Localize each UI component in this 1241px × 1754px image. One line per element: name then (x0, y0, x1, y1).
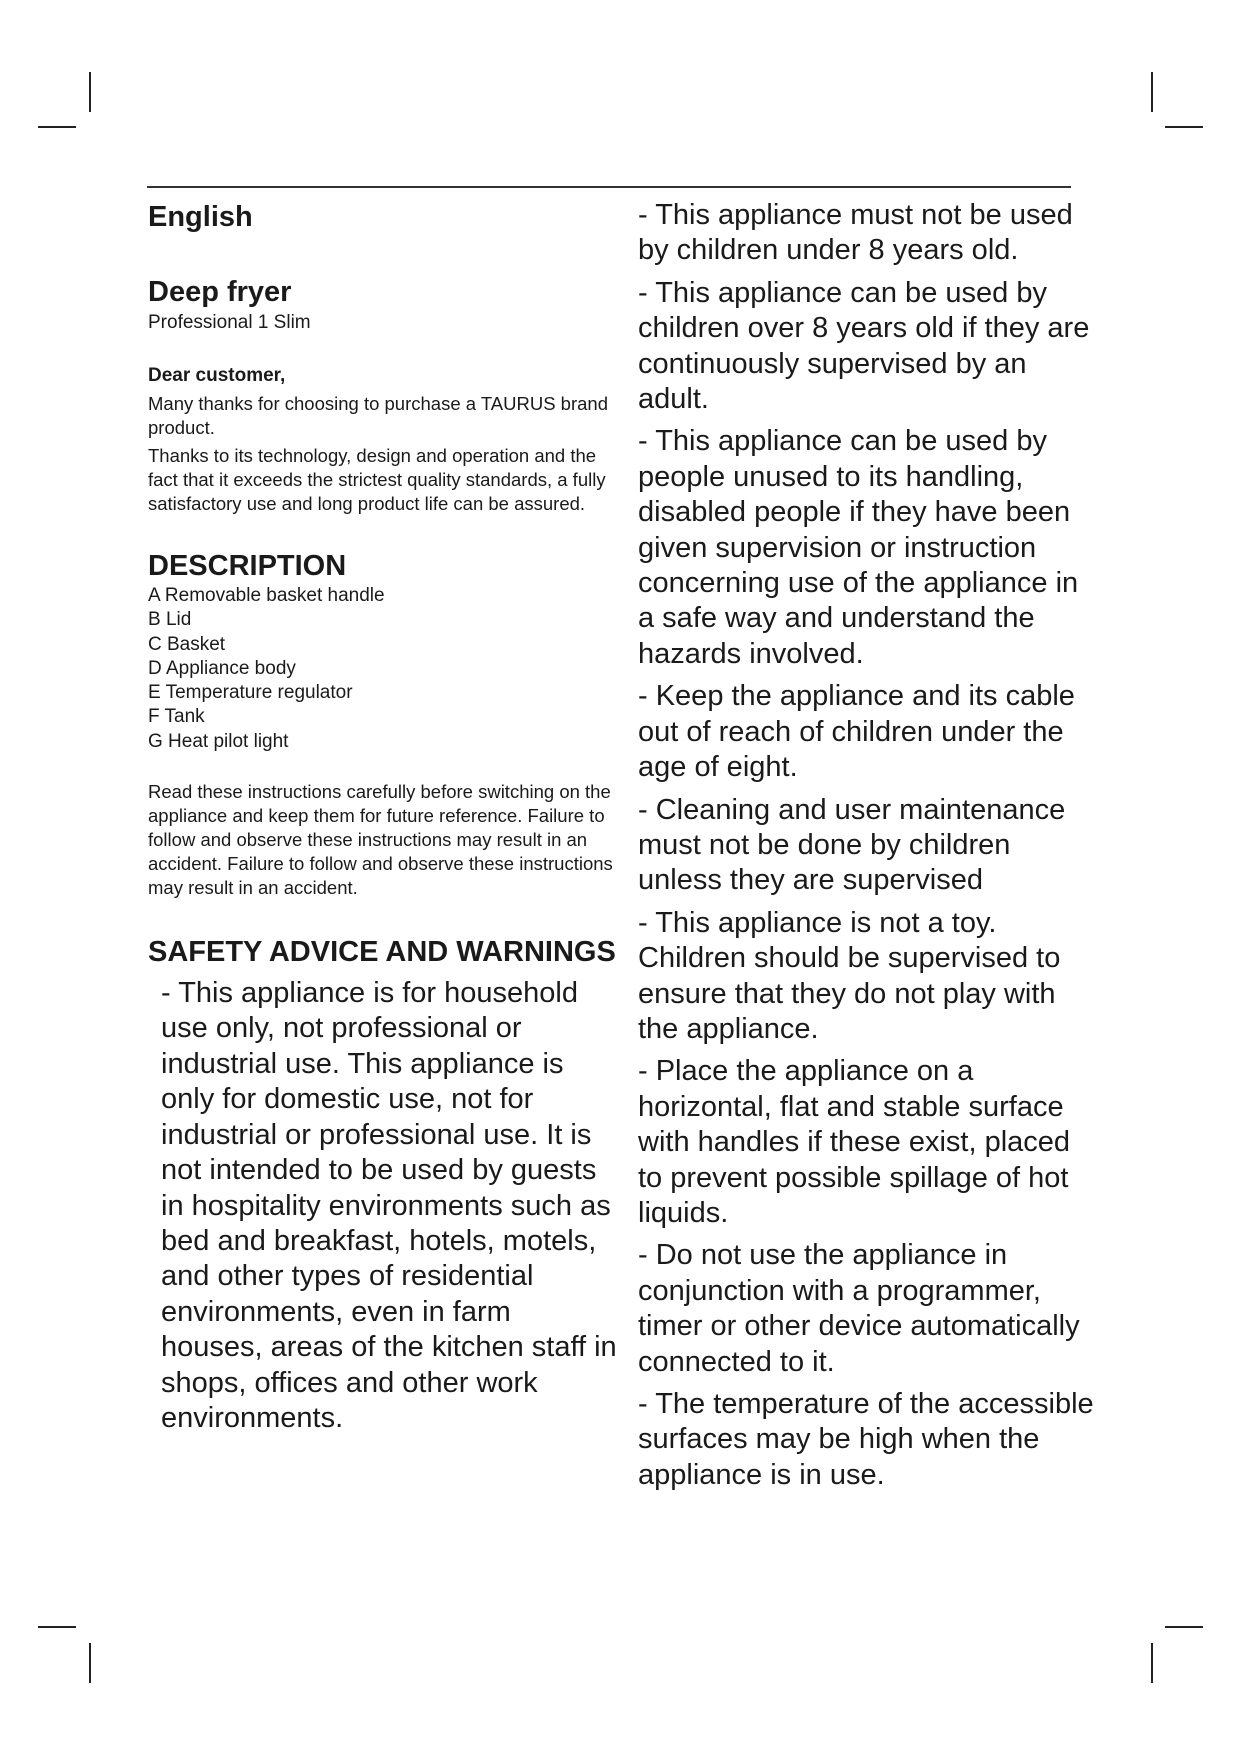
header-rule (147, 186, 1071, 188)
safety-warning: - This appliance is not a toy. Children should be supervised to ensure that they do not play with the appliance. (638, 906, 1061, 1045)
product-title: Deep fryer (148, 276, 292, 308)
crop-mark-bottom-left-vertical (89, 1643, 91, 1683)
right-column (638, 198, 1098, 1500)
crop-mark-top-left-horizontal (38, 126, 76, 128)
parts-list-item: D Appliance body (148, 657, 296, 679)
greeting: Dear customer, (148, 365, 286, 386)
safety-warning: - Keep the appliance and its cable out of reach of children under the age of eight. (638, 680, 1075, 784)
safety-warning: - This appliance must not be used by children under 8 years old. (638, 199, 1073, 267)
parts-list-item: A Removable basket handle (148, 585, 385, 606)
safety-warning: - Place the appliance on a horizontal, flat and stable surface with handles if these exist, placed to prevent possible spillage of hot liquids. (638, 1055, 1071, 1229)
language-heading: English (148, 201, 253, 233)
left-column (148, 198, 618, 1436)
crop-mark-bottom-left-horizontal (38, 1626, 76, 1628)
safety-warning: - The temperature of the accessible surfaces may be high when the appliance is in use. (638, 1388, 1094, 1491)
safety-warning: - Cleaning and user maintenance must not be done by children unless they are supervised (638, 793, 1066, 897)
read-instructions-notice: Read these instructions carefully before switching on the appliance and keep them for future reference. Failure to follow and observe these instructions may result in an accident. Failure to follow and observe these instructions may result in an accident. (148, 781, 613, 899)
safety-warning: - This appliance can be used by people unused to its handling, disabled people if they have been given supervision or instruction concerning use of the appliance in a safe way and understand the hazards involved. (638, 425, 1079, 670)
crop-mark-top-left-vertical (89, 72, 91, 112)
safety-warning: - This appliance is for household use only, not professional or industrial use. This appliance is only for domestic use, not for industrial or professional use. It is not intended to be used by guests in hospitality environments such as bed and breakfast, hotels, motels, and other types of residential environments, even in farm houses, areas of the kitchen staff in shops, offices and other work environments. (161, 977, 617, 1434)
intro-paragraph: Thanks to its technology, design and operation and the fact that it exceeds the strictest quality standards, a fully satisfactory use and long product life can be assured. (148, 445, 606, 514)
parts-list-item: E Temperature regulator (148, 682, 353, 704)
intro-paragraph: Many thanks for choosing to purchase a TAURUS brand product. (148, 393, 608, 438)
description-heading: DESCRIPTION (148, 550, 347, 582)
safety-warning: - This appliance can be used by children over 8 years old if they are continuously supervised by an adult. (638, 276, 1090, 416)
parts-list-item: F Tank (148, 706, 205, 728)
parts-list (148, 584, 618, 754)
safety-warning: - Do not use the appliance in conjunction with a programmer, timer or other device automatically connected to it. (638, 1239, 1080, 1378)
parts-list-item: B Lid (148, 609, 192, 631)
parts-list-item: C Basket (148, 633, 226, 655)
parts-list-item: G Heat pilot light (148, 730, 289, 752)
crop-mark-top-right-vertical (1151, 72, 1153, 112)
crop-mark-top-right-horizontal (1165, 126, 1203, 128)
product-model: Professional 1 Slim (148, 312, 311, 333)
crop-mark-bottom-right-vertical (1151, 1643, 1153, 1683)
crop-mark-bottom-right-horizontal (1165, 1626, 1203, 1628)
safety-heading: SAFETY ADVICE AND WARNINGS (148, 936, 616, 969)
